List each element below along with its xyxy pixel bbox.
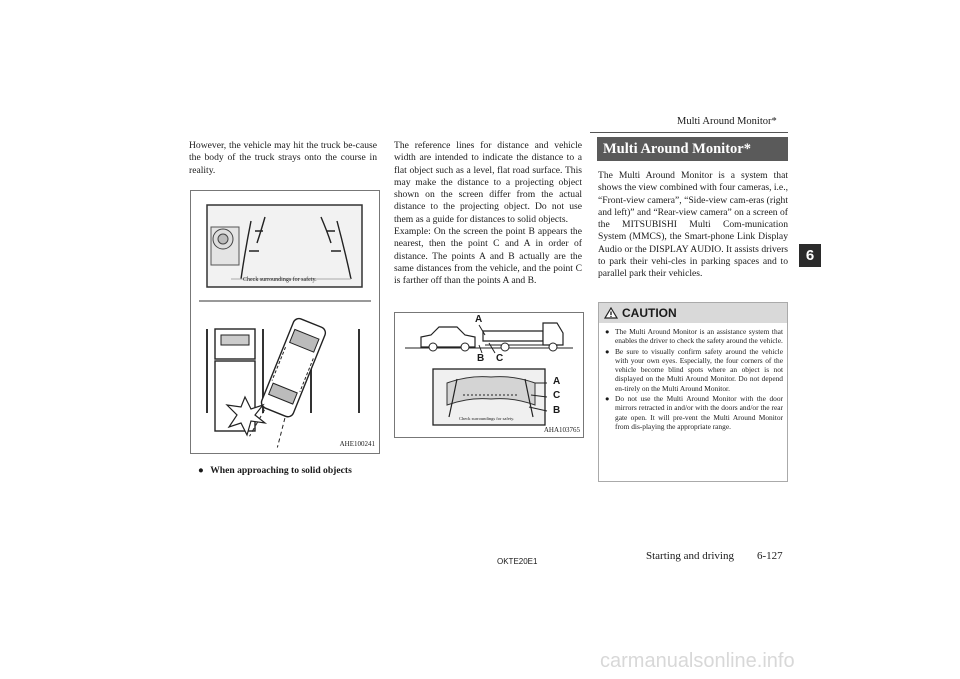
col1-paragraph — [189, 140, 377, 177]
screen-overlay-text: Check surroundings for safety. — [243, 277, 317, 283]
caution-bullet: ● — [605, 394, 610, 404]
caution-item — [605, 347, 783, 393]
label-a-top: A — [475, 314, 483, 325]
label-a-right: A — [553, 376, 561, 387]
col3-intro: The Multi Around Monitor is a system that shows the view combined with four cameras, i.e., “Front-view camera”, “Side-view cam-eras (right and left)” and “Rear-view camera” on a screen of the MITSUBISHI Multi Com-munication System (MMCS), the Smart-phone Link Display Audio or the DISPLAY AUDIO. It assists drivers to park their vehi-cles in parking spaces and to parallel park their vehicles. — [598, 170, 788, 280]
col3-paragraph — [598, 170, 788, 281]
col2-paragraph — [394, 140, 582, 288]
page-number: 6-127 — [757, 550, 783, 562]
caption-bullet: ● — [198, 465, 204, 476]
caution-item — [605, 394, 783, 431]
col2-example: Example: On the screen the point B appears the nearest, then the point C and A in order of distance. The points A and B actually are the same distances from the vehicle, and the point C is farther off than the points A and B. — [394, 226, 582, 287]
col1-text: However, the vehicle may hit the truck be-cause the body of the truck strays onto the course in reality. — [189, 140, 377, 176]
chapter-tab: 6 — [799, 244, 821, 267]
figure-id: AHE100241 — [339, 440, 375, 448]
caution-title: CAUTION — [622, 306, 677, 320]
label-b-bottom: B — [477, 353, 485, 364]
caution-item-text: Be sure to visually confirm safety around the vehicle with your own eyes. Especially, the four corners of the vehicle become blind spots where an object is not displayed on the Multi Around Monitor. Do not depend en-tirely on the Multi Around Monitor. — [615, 346, 783, 393]
header-rule — [590, 132, 788, 133]
caption-text: When approaching to solid objects — [210, 465, 352, 476]
warning-triangle-icon — [604, 307, 618, 319]
caution-item-text: The Multi Around Monitor is an assistance system that enables the driver to check the safety around the vehicle. — [615, 327, 783, 346]
caution-bullet: ● — [605, 346, 610, 356]
figure-caption — [198, 465, 352, 476]
label-c-right: C — [553, 390, 561, 401]
caution-bullet: ● — [605, 327, 610, 336]
caution-list — [605, 327, 783, 431]
truck-collision-illustration — [191, 191, 379, 453]
watermark: carmanualsonline.info — [600, 650, 795, 672]
section-title-bar — [597, 137, 788, 161]
running-header: Multi Around Monitor* — [677, 116, 777, 127]
caution-box — [598, 302, 788, 482]
figure-reference-points — [394, 312, 584, 438]
footer-section: Starting and driving — [646, 550, 734, 562]
label-b-right: B — [553, 405, 561, 416]
col2-text: The reference lines for distance and vehicle width are intended to indicate the distance to a flat object such as a level, flat road surface. This may make the distance to a projecting object shown on the screen differ from the actual distance to the projecting object. Do not use them as a guide for distances to solid objects. — [394, 140, 582, 225]
figure-id: AHA103765 — [543, 426, 580, 434]
document-code: OKTE20E1 — [497, 557, 538, 566]
figure-truck-collision — [190, 190, 380, 454]
caution-header — [599, 303, 787, 323]
caution-item-text: Do not use the Multi Around Monitor with the door mirrors retracted in and/or with the doors and/or the rear gate open. It will pre-vent the Multi Around Monitor from dis-playing the appropriate range. — [615, 394, 783, 431]
label-c-bottom: C — [496, 353, 504, 364]
screen-overlay-text-small: Check surroundings for safety. — [459, 416, 515, 421]
caution-item — [605, 327, 783, 346]
section-title: Multi Around Monitor* — [603, 140, 751, 157]
